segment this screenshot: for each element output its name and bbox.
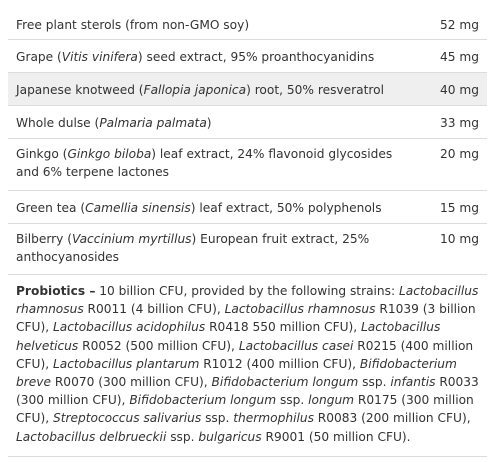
strain-name: Bifidobacterium breve	[16, 356, 457, 390]
subspecies-name: infantis	[390, 375, 436, 390]
strain-name: Lactobacillus casei	[238, 338, 354, 353]
ingredient-name	[8, 16, 396, 34]
ingredient-text: Bilberry (	[16, 232, 73, 246]
ingredient-text: Green tea (	[16, 201, 86, 215]
ingredient-amount: 15 mg	[440, 201, 479, 215]
ingredient-text: Whole dulse (	[16, 116, 100, 130]
probiotics-text: R1012 (400 million CFU),	[199, 356, 360, 371]
probiotics-text: R0070 (300 million CFU),	[50, 375, 212, 390]
probiotics-text: ssp.	[358, 375, 391, 390]
ingredient-amount: 45 mg	[440, 50, 479, 64]
ingredient-text: ) European fruit extract, 25% anthocyanosides	[16, 232, 370, 264]
ingredient-name	[8, 114, 212, 132]
ingredient-text: ) seed extract, 95% proanthocyanidins	[137, 50, 375, 64]
ingredient-text: Free plant sterols (from non-GMO soy)	[16, 18, 250, 32]
strain-name: Lactobacillus rhamnosus	[16, 284, 479, 317]
probiotics-text: ssp.	[166, 429, 199, 444]
probiotics-text: ssp.	[276, 393, 309, 408]
table-row	[8, 106, 487, 139]
ingredient-name	[8, 81, 384, 99]
strain-name: Lactobacillus plantarum	[52, 356, 200, 371]
strain-name: Streptococcus salivarius	[52, 411, 202, 426]
probiotics-text: 10 billion CFU, provided by the following strains:	[95, 284, 399, 298]
probiotics-text: R0033 (300 million CFU),	[16, 375, 479, 408]
latin-name: Fallopia japonica	[143, 83, 247, 97]
probiotics-heading: Probiotics –	[16, 284, 96, 298]
probiotics-text: R1039 (3 billion CFU),	[16, 302, 476, 335]
latin-name: Camellia sinensis	[85, 201, 191, 215]
latin-name: Palmaria palmata	[99, 116, 207, 130]
table-row	[8, 191, 487, 224]
latin-name: Vaccinium myrtillus	[72, 232, 192, 246]
ingredient-amount: 20 mg	[440, 147, 479, 161]
latin-name: Vitis vinifera	[61, 50, 138, 64]
probiotics-text: R9001 (50 million CFU).	[261, 429, 411, 444]
ingredient-text: ) root, 50% resveratrol	[246, 83, 384, 97]
table-row	[8, 224, 487, 275]
table-row-highlighted	[8, 73, 487, 106]
ingredient-text: )	[206, 116, 212, 130]
ingredient-text: Japanese knotweed (	[16, 83, 144, 97]
subspecies-name: longum	[308, 393, 355, 408]
latin-name: Ginkgo biloba	[67, 147, 152, 161]
probiotics-text: R0418 550 million CFU),	[205, 320, 362, 335]
strain-name: Lactobacillus helveticus	[16, 320, 441, 353]
probiotics-text: R0052 (500 million CFU),	[78, 338, 239, 353]
ingredient-text: ) leaf extract, 50% polyphenols	[190, 201, 382, 215]
probiotics-text: ssp.	[201, 411, 234, 426]
ingredient-text: Grape (	[16, 50, 62, 64]
strain-name: Lactobacillus acidophilus	[52, 320, 206, 335]
ingredients-table	[8, 8, 487, 275]
strain-name: Bifidobacterium longum	[129, 393, 277, 408]
strain-name: Bifidobacterium longum	[211, 375, 359, 390]
probiotics-paragraph	[16, 282, 479, 446]
ingredient-text: Ginkgo (	[16, 147, 68, 161]
ingredient-amount: 33 mg	[440, 116, 479, 130]
table-row	[8, 40, 487, 73]
ingredient-name	[8, 48, 374, 66]
ingredient-text: ) leaf extract, 24% flavonoid glycosides and 6% terpene lactones	[16, 147, 393, 179]
ingredient-name	[8, 230, 396, 266]
probiotics-text: R0215 (400 million CFU),	[16, 338, 474, 371]
probiotics-section	[8, 282, 487, 457]
ingredient-name	[8, 199, 382, 217]
subspecies-name: thermophilus	[233, 411, 314, 426]
ingredient-name	[8, 145, 396, 181]
ingredient-amount: 10 mg	[440, 232, 479, 246]
table-row	[8, 8, 487, 40]
strain-name: Lactobacillus delbrueckii	[16, 429, 167, 444]
table-row	[8, 139, 487, 191]
subspecies-name: bulgaricus	[198, 429, 262, 444]
probiotics-text: R0083 (200 million CFU),	[313, 411, 471, 426]
probiotics-text: R0011 (4 billion CFU),	[83, 302, 225, 317]
ingredient-amount: 40 mg	[440, 83, 479, 97]
probiotics-text: R0175 (300 million CFU),	[16, 393, 474, 426]
strain-name: Lactobacillus rhamnosus	[224, 302, 376, 317]
ingredient-amount: 52 mg	[440, 18, 479, 32]
